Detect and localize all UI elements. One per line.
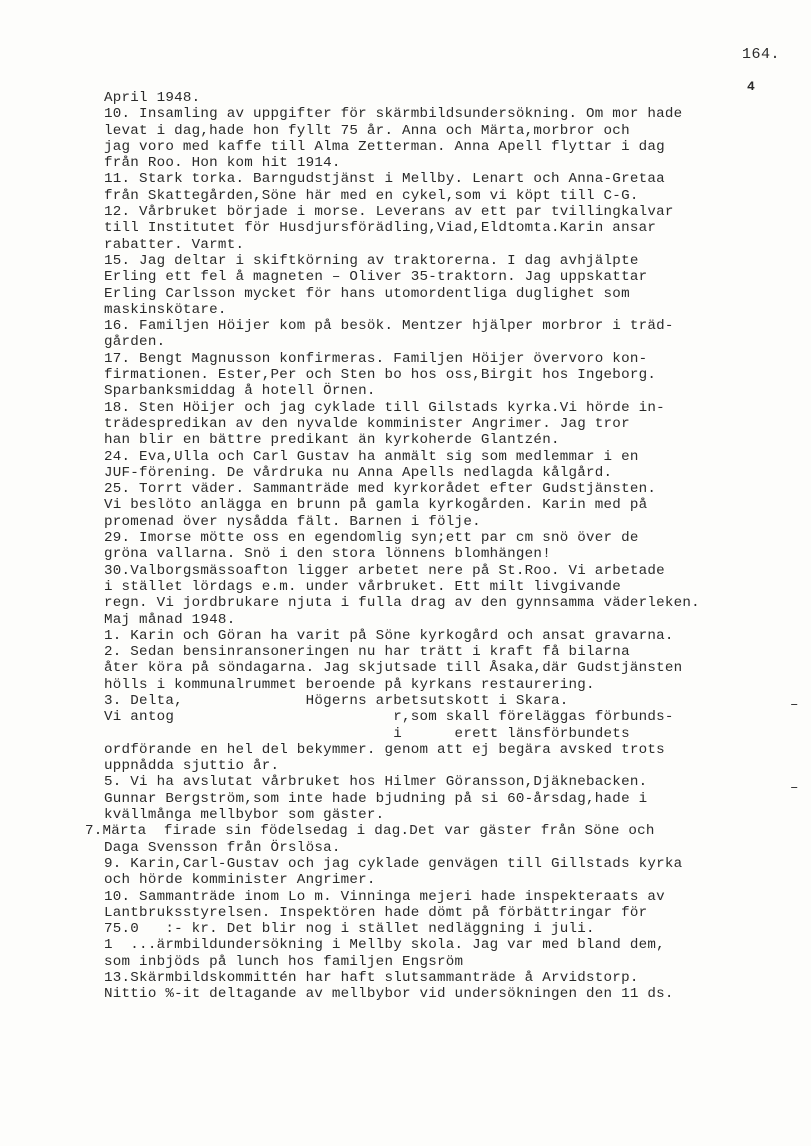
margin-mark: – bbox=[790, 780, 799, 796]
text-line: och hörde komminister Angrimer. bbox=[104, 872, 376, 889]
text-line: 1 ...ärmbildundersökning i Mellby skola. Jag var med bland dem, bbox=[104, 937, 665, 954]
text-line: regn. Vi jordbrukare njuta i fulla drag av den gynnsamma väderleken. bbox=[104, 595, 700, 612]
text-line: han blir en bättre predikant än kyrkoherde Glantzén. bbox=[104, 432, 560, 449]
text-line: 10. Sammanträde inom Lo m. Vinninga mejeri hade inspekteraats av bbox=[104, 888, 665, 905]
text-line: 16. Familjen Höijer kom på besök. Mentzer hjälper morbror i träd- bbox=[104, 318, 674, 335]
text-line: Sparbanksmiddag å hotell Örnen. bbox=[104, 383, 376, 400]
text-line: 12. Vårbruket började i morse. Leverans av ett par tvillingkalvar bbox=[104, 204, 674, 221]
text-line: 5. Vi ha avslutat vårbruket hos Hilmer Göransson,Djäknebacken. bbox=[104, 774, 648, 791]
corner-mark: 4 bbox=[747, 79, 755, 94]
text-line: promenad över nysådda fält. Barnen i följe. bbox=[104, 513, 481, 530]
text-line: 7.Märta firade sin födelsedag i dag.Det var gäster från Söne och bbox=[85, 823, 655, 840]
text-line: åter köra på söndagarna. Jag skjutsade till Åsaka,där Gudstjänsten bbox=[104, 660, 683, 677]
text-line: Daga Svensson från Örslösa. bbox=[104, 839, 341, 856]
text-line: firmationen. Ester,Per och Sten bo hos oss,Birgit hos Ingeborg. bbox=[104, 367, 657, 384]
section-heading: Maj månad 1948. bbox=[104, 611, 236, 628]
text-line: som inbjöds på lunch hos familjen Engsröm bbox=[104, 953, 464, 970]
text-line: 29. Imorse mötte oss en egendomlig syn;ett par cm snö över de bbox=[104, 530, 639, 547]
text-line: 24. Eva,Ulla och Carl Gustav ha anmält sig som medlemmar i en bbox=[104, 448, 639, 465]
text-line: 2. Sedan bensinransoneringen nu har trätt i kraft få bilarna bbox=[104, 644, 630, 661]
text-line: 18. Sten Höijer och jag cyklade till Gilstads kyrka.Vi hörde in- bbox=[104, 399, 665, 416]
text-line: 17. Bengt Magnusson konfirmeras. Familjen Höijer övervoro kon- bbox=[104, 350, 648, 367]
text-line: jag voro med kaffe till Alma Zetterman. Anna Apell flyttar i dag bbox=[104, 138, 665, 155]
text-line: Vi antog r,som skall föreläggas förbunds- bbox=[104, 709, 674, 726]
text-line: 3. Delta, Högerns arbetsutskott i Skara. bbox=[104, 692, 569, 709]
text-line: 1. Karin och Göran ha varit på Söne kyrkogård och ansat gravarna. bbox=[104, 627, 674, 644]
text-line: kvällmånga mellbybor som gäster. bbox=[104, 807, 385, 824]
text-line: från Skattegården,Söne här med en cykel,som vi köpt till C-G. bbox=[104, 187, 639, 204]
text-line: Nittio %-it deltagande av mellbybor vid undersökningen den 11 ds. bbox=[104, 986, 674, 1003]
text-line: Lantbruksstyrelsen. Inspektören hade dömt på förbättringar för bbox=[104, 904, 648, 921]
text-line: maskinskötare. bbox=[104, 301, 227, 318]
text-line: gröna vallarna. Snö i den stora lönnens blomhängen! bbox=[104, 546, 551, 563]
text-line: i stället lördags e.m. under vårbruket. Ett milt livgivande bbox=[104, 578, 622, 595]
text-line: JUF-förening. De vårdruka nu Anna Apells nedlagda kålgård. bbox=[104, 464, 613, 481]
text-line: i erett länsförbundets bbox=[104, 725, 630, 742]
text-line: uppnådda sjuttio år. bbox=[104, 758, 280, 775]
text-line: April 1948. bbox=[104, 90, 201, 106]
text-line: Vi beslöto anlägga en brunn på gamla kyrkogården. Karin med på bbox=[104, 497, 648, 514]
text-line: 13.Skärmbildskommittén har haft slutsammanträde å Arvidstorp. bbox=[104, 970, 639, 987]
margin-mark: – bbox=[790, 697, 799, 713]
text-line: trädespredikan av den nyvalde komminister Angrimer. Jag tror bbox=[104, 415, 630, 432]
text-line: till Institutet för Husdjursförädling,Viad,Eldtomta.Karin ansar bbox=[104, 220, 657, 237]
text-line: ordförande en hel del bekymmer. genom att ej begära avsked trots bbox=[104, 741, 665, 758]
page-number: 164. bbox=[742, 46, 781, 63]
text-line: Gunnar Bergström,som inte hade bjudning på si 60-årsdag,hade i bbox=[104, 790, 648, 807]
text-line: levat i dag,hade hon fyllt 75 år. Anna och Märta,morbror och bbox=[104, 122, 630, 139]
text-line: Erling Carlsson mycket för hans utomordentliga duglighet som bbox=[104, 285, 630, 302]
text-line: 30.Valborgsmässoafton ligger arbetet nere på St.Roo. Vi arbetade bbox=[104, 562, 665, 579]
text-line: 9. Karin,Carl-Gustav och jag cyklade genvägen till Gillstads kyrka bbox=[104, 855, 683, 872]
text-line: 15. Jag deltar i skiftkörning av traktorerna. I dag avhjälpte bbox=[104, 252, 639, 269]
text-line: 10. Insamling av uppgifter för skärmbildsundersökning. Om mor hade bbox=[104, 106, 683, 123]
text-line: gården. bbox=[104, 334, 166, 351]
text-line: 75.0 :- kr. Det blir nog i stället nedläggning i juli. bbox=[104, 921, 595, 938]
text-line: 25. Torrt väder. Sammanträde med kyrkorådet efter Gudstjänsten. bbox=[104, 481, 657, 498]
text-line: 11. Stark torka. Barngudstjänst i Mellby. Lenart och Anna-Gretaa bbox=[104, 171, 665, 188]
diary-text bbox=[85, 90, 794, 1003]
text-line: hölls i kommunalrummet beroende på kyrkans restaurering. bbox=[104, 676, 595, 693]
text-line: rabatter. Varmt. bbox=[104, 236, 245, 253]
text-line: från Roo. Hon kom hit 1914. bbox=[104, 155, 341, 172]
text-line: Erling ett fel å magneten – Oliver 35-traktorn. Jag uppskattar bbox=[104, 269, 648, 286]
